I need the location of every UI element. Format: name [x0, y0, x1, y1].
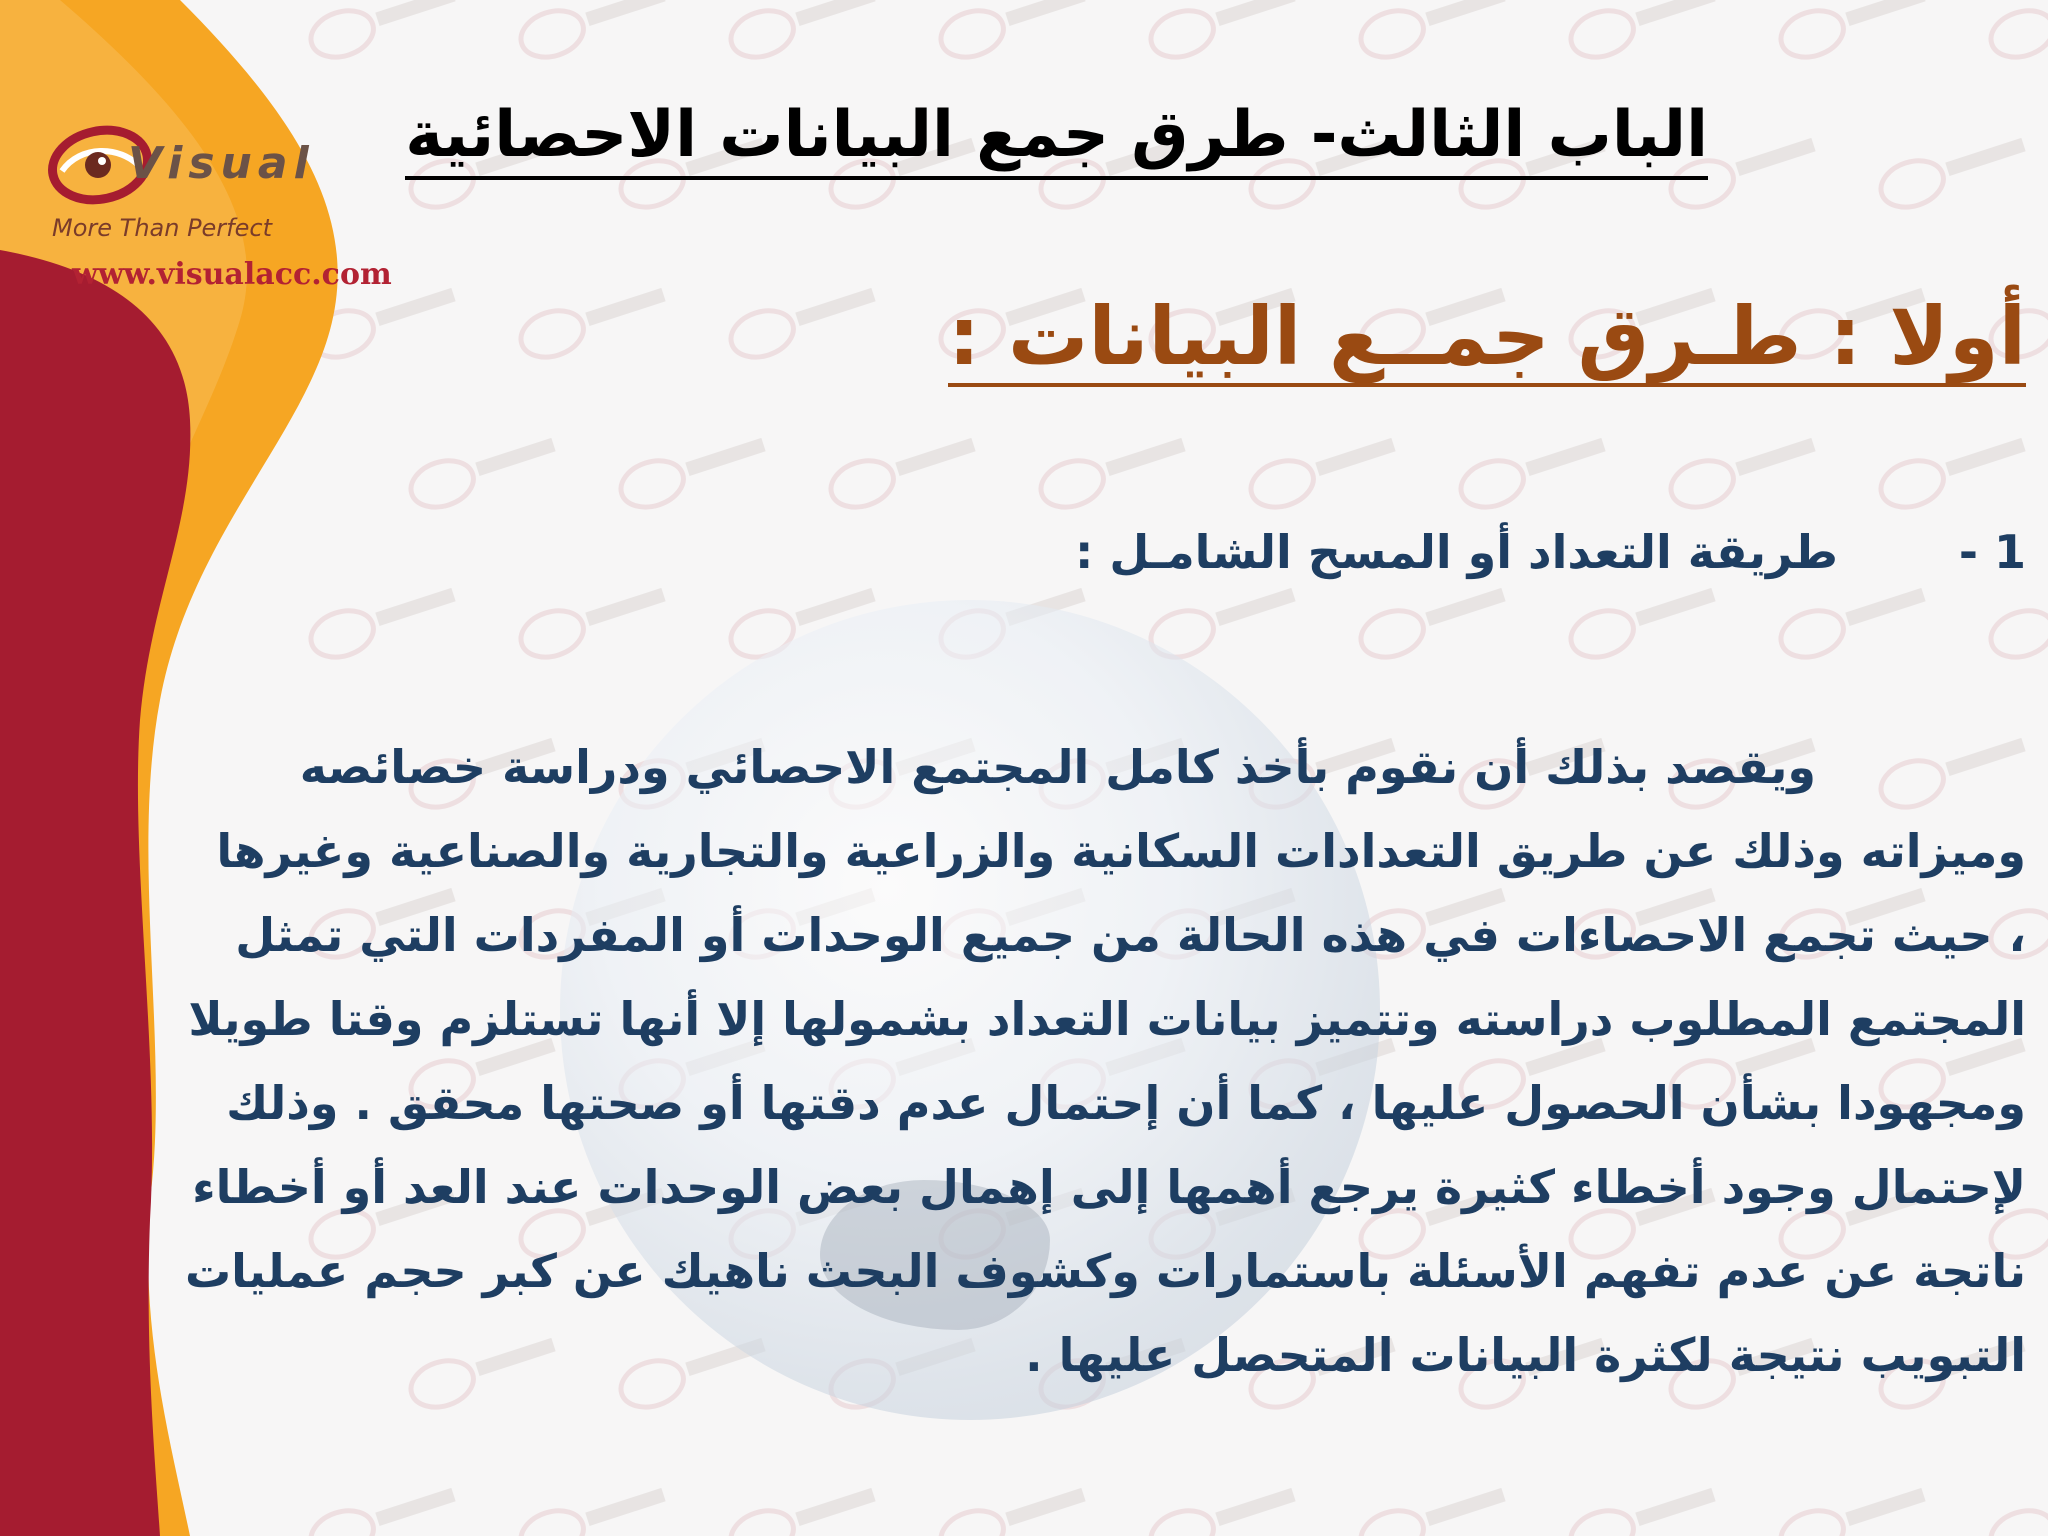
watermark-logo-icon	[1972, 0, 2048, 84]
watermark-logo-icon	[1552, 0, 1738, 84]
watermark-logo-icon	[502, 0, 688, 84]
body-line: وميزاته وذلك عن طريق التعدادات السكانية والزراعية والتجارية والصناعية وغيرها	[216, 824, 2026, 878]
watermark-logo-icon	[1442, 406, 1628, 535]
watermark-logo-icon	[502, 556, 688, 685]
body-line: لإحتمال وجود أخطاء كثيرة يرجع أهمها إلى إهمال بعض الوحدات عند العد أو أخطاء	[192, 1160, 2026, 1214]
item-title: طريقة التعداد أو المسح الشامـل :	[1075, 525, 1838, 579]
logo-website-url: www.visualacc.com	[72, 257, 392, 292]
body-paragraph	[176, 725, 2026, 1397]
body-line: ويقصد بذلك أن نقوم بأخذ كامل المجتمع الاحصائي ودراسة خصائصه	[299, 740, 1816, 794]
watermark-logo-icon	[1342, 0, 1528, 84]
watermark-logo-icon	[712, 1456, 898, 1536]
logo-wordmark: Visual	[128, 138, 315, 189]
slide-title: الباب الثالث- طرق جمع البيانات الاحصائية	[405, 98, 1708, 180]
watermark-logo-icon	[502, 1456, 688, 1536]
watermark-logo-icon	[1972, 1456, 2048, 1536]
section-heading: أولا : طـرق جمــع البيانات :	[948, 290, 2026, 387]
watermark-logo-icon	[1862, 406, 2048, 535]
watermark-logo-icon	[1132, 1456, 1318, 1536]
body-line: المجتمع المطلوب دراسته وتتميز بيانات التعداد بشمولها إلا أنها تستلزم وقتا طويلا	[188, 992, 2026, 1046]
watermark-logo-icon	[602, 406, 788, 535]
watermark-logo-icon	[1862, 106, 2048, 235]
watermark-logo-icon	[502, 256, 688, 385]
watermark-logo-icon	[1022, 406, 1208, 535]
body-line: ناتجة عن عدم تفهم الأسئلة باستمارات وكشوف البحث ناهيك عن كبر حجم عمليات	[184, 1244, 2026, 1298]
watermark-logo-icon	[922, 0, 1108, 84]
logo-tagline: More Than Perfect	[52, 214, 272, 242]
body-line: ومجهودا بشأن الحصول عليها ، كما أن إحتمال عدم دقتها أو صحتها محقق . وذلك	[226, 1076, 2026, 1130]
item-number: 1 -	[1958, 525, 2026, 579]
watermark-logo-icon	[1552, 1456, 1738, 1536]
watermark-logo-icon	[712, 256, 898, 385]
watermark-logo-icon	[712, 0, 898, 84]
watermark-logo-icon	[1762, 0, 1948, 84]
watermark-logo-icon	[1762, 1456, 1948, 1536]
watermark-logo-icon	[1652, 406, 1838, 535]
watermark-logo-icon	[1132, 0, 1318, 84]
watermark-logo-icon	[1232, 406, 1418, 535]
body-line: التبويب نتيجة لكثرة البيانات المتحصل عليها .	[1025, 1328, 2026, 1382]
body-line: ، حيث تجمع الاحصاءات في هذه الحالة من جميع الوحدات أو المفردات التي تمثل	[235, 908, 2026, 962]
watermark-logo-icon	[922, 1456, 1108, 1536]
watermark-logo-icon	[1342, 1456, 1528, 1536]
watermark-logo-icon	[812, 406, 998, 535]
